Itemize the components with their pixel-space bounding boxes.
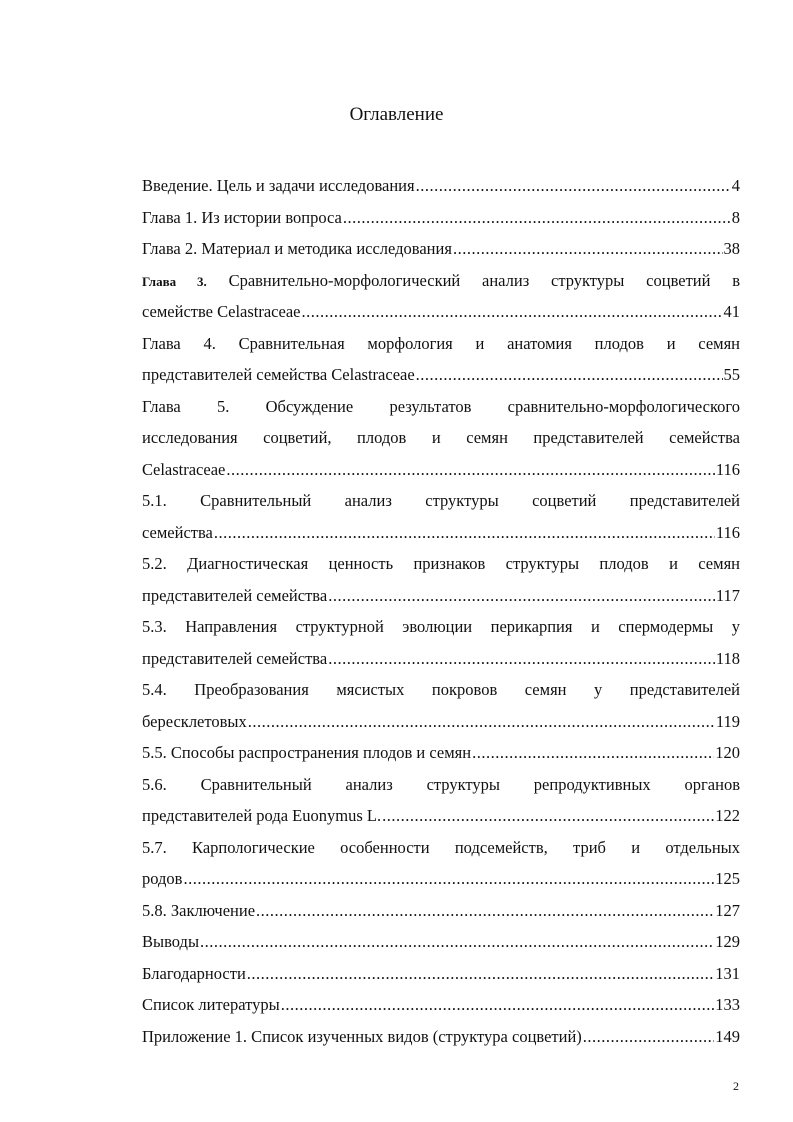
toc-page-number: 41 [723,302,740,321]
toc-entry-text: Введение. Цель и задачи исследования [142,176,415,195]
toc-entry-chapter-5-line-1: Глава 5. Обсуждение результатов сравнительно-морфологического [142,396,740,416]
toc-entry-chapter-4-line-2 [142,359,740,391]
toc-entry-conclusions [142,926,740,958]
toc-entry-acknowledgements [142,958,740,990]
toc-entry-5-5 [142,737,740,769]
toc-entry-text: представителей рода Euonymus L. [142,806,382,825]
toc-entry-text: семействе Celastraceae [142,302,301,321]
table-of-contents [142,170,740,1052]
toc-entry-5-6-line-1: 5.6. Сравнительный анализ структуры репродуктивных органов [142,774,740,794]
toc-page-number: 4 [731,176,740,195]
toc-entry-references [142,989,740,1021]
toc-entry-5-7-line-1: 5.7. Карпологические особенности подсемейств, триб и отдельных [142,837,740,857]
toc-chapter-label: Глава 3. [142,273,207,289]
toc-page-number: 117 [715,585,740,605]
dot-leader [472,737,714,769]
toc-entry-5-8 [142,895,740,927]
toc-entry-text: Приложение 1. Список изученных видов (структура соцветий) [142,1026,582,1046]
toc-entry-5-4-line-1: 5.4. Преобразования мясистых покровов семян у представителей [142,680,740,699]
toc-page-number: 133 [715,995,740,1014]
dot-leader [343,202,731,234]
dot-leader [328,643,715,675]
dot-leader [382,800,714,832]
toc-page-number: 38 [723,239,740,258]
toc-page-number: 149 [715,1026,740,1046]
dot-leader [214,517,715,549]
toc-entry-text: 5.5. Способы распространения плодов и семян [142,743,472,762]
page-title: Оглавление [349,104,444,125]
dot-leader [301,296,722,328]
toc-entry-text: представителей семейства [142,585,328,605]
toc-entry-introduction [142,170,740,202]
toc-entry-5-2-line-2 [142,580,740,612]
toc-entry-chapter-3-line-1 [142,265,740,297]
page-number: 2 [733,1079,739,1093]
toc-page-number: 127 [715,900,740,920]
toc-entry-chapter-1 [142,202,740,234]
toc-entry-chapter-3-line-2 [142,296,740,328]
dot-leader [453,233,723,265]
toc-page-number: 125 [715,869,740,888]
toc-entry-5-2-line-1: 5.2. Диагностическая ценность признаков структуры плодов и семян [142,554,740,573]
toc-entry-text: Список литературы [142,995,280,1014]
dot-leader [248,706,715,738]
dot-leader [226,454,715,486]
toc-entry-text: родов [142,869,183,888]
toc-entry-chapter-5-line-3 [142,454,740,486]
toc-entry-text: Глава 2. Материал и методика исследования [142,239,452,258]
toc-entry-5-1-line-1: 5.1. Сравнительный анализ структуры соцветий представителей [142,491,740,510]
toc-entry-text: Благодарности [142,963,246,983]
toc-entry-5-7-line-2 [142,863,740,895]
toc-page-number: 55 [723,365,740,384]
toc-page-number: 122 [715,806,740,825]
dot-leader [247,958,714,990]
dot-leader [183,863,714,895]
toc-entry-text: Выводы [142,932,200,951]
toc-entry-5-3-line-2 [142,643,740,675]
dot-leader [416,170,731,202]
toc-entry-chapter-2 [142,233,740,265]
toc-entry-chapter-4-line-1: Глава 4. Сравнительная морфология и анатомия плодов и семян [142,333,740,353]
toc-page-number: 119 [715,711,740,731]
toc-page-number: 120 [715,743,740,762]
toc-entry-text: семейства [142,522,213,542]
toc-entry-text: Celastraceae [142,459,226,479]
toc-page-number: 129 [715,932,740,951]
dot-leader [256,895,714,927]
dot-leader [281,989,715,1021]
toc-page-number: 131 [715,963,740,983]
dot-leader [416,359,723,391]
dot-leader [583,1021,714,1053]
toc-entry-5-1-line-2 [142,517,740,549]
toc-page-number: 116 [715,522,740,542]
dot-leader [328,580,715,612]
toc-entry-text: бересклетовых [142,711,247,731]
toc-page-number: 116 [715,459,740,479]
toc-entry-chapter-5-line-2: исследования соцветий, плодов и семян представителей семейства [142,428,740,447]
toc-entry-5-3-line-1: 5.3. Направления структурной эволюции перикарпия и спермодермы у [142,617,740,636]
toc-entry-text: представителей семейства [142,648,328,668]
dot-leader [200,926,714,958]
toc-page-number: 8 [731,207,740,227]
toc-entry-text: Сравнительно-морфологический анализ структуры соцветий в [228,270,740,290]
toc-entry-text: представителей семейства Celastraceae [142,365,415,384]
toc-page-number: 118 [715,648,740,668]
toc-entry-text: 5.8. Заключение [142,900,256,920]
toc-entry-text: Глава 1. Из истории вопроса [142,207,342,227]
toc-entry-appendix-1 [142,1021,740,1053]
toc-entry-5-6-line-2 [142,800,740,832]
toc-entry-5-4-line-2 [142,706,740,738]
